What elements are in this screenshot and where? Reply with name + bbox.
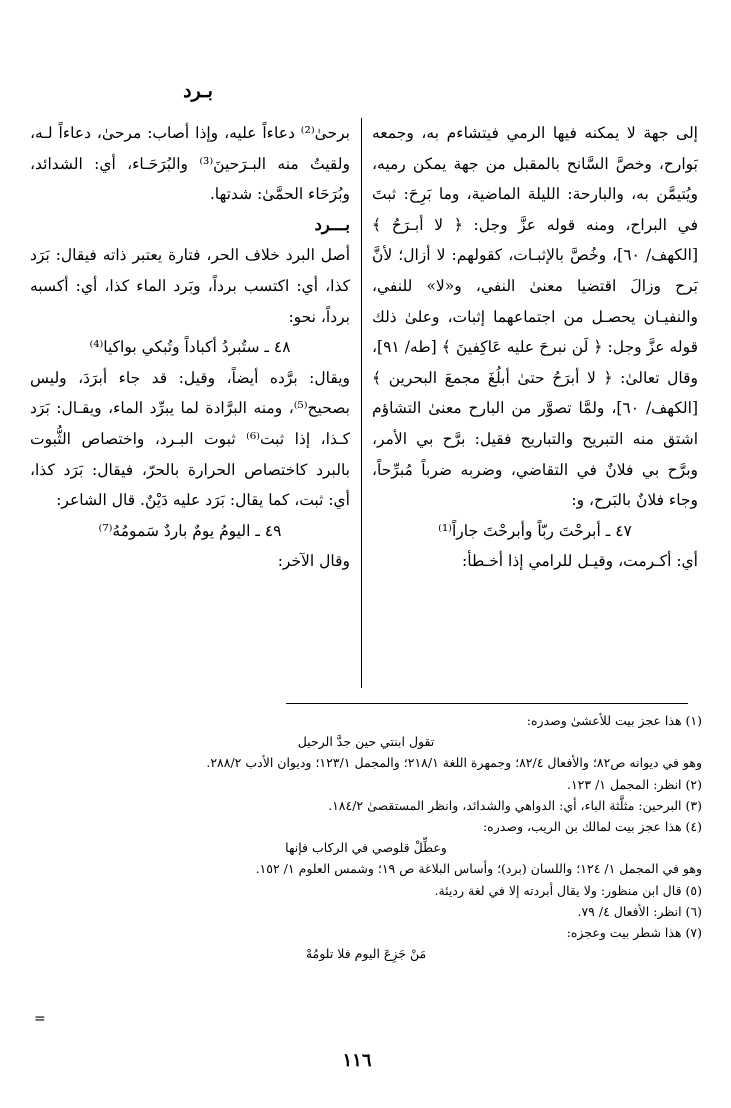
left-col-verse: ٤٩ ـ اليومُ يومٌ باردٌ سَمومُهُ⁽⁷⁾	[98, 521, 282, 540]
margin-mark: =	[34, 1011, 46, 1027]
left-col-paragraph: أصل البرد خلاف الحر، فتارة يعتبر ذاته فيقال: بَرَد كذا، أي: اكتسب برداً، وبَرد الماء كذا، أي: أكسبه برداً، نحو:	[30, 246, 350, 326]
page-number: ١١٦	[342, 1050, 372, 1071]
right-col-paragraph: أي: أكـرمت، وقيـل للرامي إذا أخـطأ:	[462, 552, 698, 571]
left-col-heading: بـــرد	[314, 214, 350, 234]
footnote: (٤) هذا عجز بيت لمالك بن الريب، وصدره:	[482, 819, 702, 835]
footnote: (٣) البرحين: مثلَّثة الباء، أي: الدواهي والشدائد، وانظر المستقصىٰ ١٨٤/٢.	[328, 797, 702, 813]
footnote-verse: تقول ابنتي حين جدَّ الرحيل	[297, 734, 435, 750]
footnote-separator	[286, 703, 688, 704]
footnote: (٥) قال ابن منظور: ولا يقال أبردته إلا في لغة رديئة.	[434, 882, 702, 898]
left-column	[30, 118, 350, 577]
running-head: بـرد	[183, 80, 213, 102]
footnote-verse: مَنْ جَزِعَ اليوم فلا تلومُهْ	[305, 946, 427, 962]
left-col-paragraph: وقال الآخر:	[277, 552, 350, 571]
footnote: وهو في ديوانه ص٨٢؛ والأفعال ٨٢/٤؛ وجمهرة اللغة ٢١٨/١؛ والمجمل ١٢٣/١؛ وديوان الأدب ٢٨٨/٢.	[206, 755, 702, 771]
footnote-verse: وعطِّلْ قلوصي في الركاب فإنها	[285, 840, 447, 856]
footnote: (٧) هذا شطر بيت وعجزه:	[566, 925, 702, 941]
right-col-verse: ٤٧ ـ أبرحْتَ ربّاً وأبرحْتَ جاراً⁽¹⁾	[438, 521, 632, 540]
left-col-verse: ٤٨ ـ ستُبردُ أكباداً وتُبكي بواكيا⁽⁴⁾	[89, 338, 291, 357]
footnote: (٢) انظر: المجمل ١/ ١٢٣.	[566, 776, 702, 792]
right-col-paragraph: إلى جهة لا يمكنه فيها الرمي فيتشاءم به، وجمعه بَوارح، وخصَّ السَّانح بالمقبل من جهة يمكن رميه، ويُتيمَّن به، والبارحة: الليلة الماضية، وما بَرِحَ: ثبتَ في البراح، ومنه قوله عزَّ وجل: ﴿ لا أبـرَحُ ﴾ [الكهف/ ٦٠]، وخُصَّ بالإثبـات، كقولهم: لا أزال؛ لأنَّ بَرح وزالَ اقتضيا معنىٰ النفي، و«لا» للنفي، والنفيـان يحصـل من اجتماعهما إثبات، وعلىٰ ذلك قوله عزَّ وجل: ﴿ لَن نبرحَ عليه عَاكِفينَ ﴾ [طه/ ٩١]، وقال تعالىٰ: ﴿ لا أبرَحُ حتىٰ أبلُغَ مجمعَ البحرين ﴾ [الكهف/ ٦٠]، ولمَّا تصوَّر من البارح معنىٰ التشاؤم اشتق منه التبريح والتباريح فقيل: برَّح بي الأمر، وبرَّح بي فلانٌ في التقاضي، وضربه ضرباً مُبرِّحاً، وجاء فلانٌ بالبَرح، و:	[372, 124, 698, 510]
footnote: (١) هذا عجز بيت للأعشىٰ وصدره:	[526, 713, 702, 728]
left-col-paragraph: برحىٰ⁽²⁾ دعاءاً عليه، وإذا أصاب: مرحىٰ، دعاءاً لـه، ولقيتُ منه البـرَحينَ⁽³⁾ والبُرَحَـاء، أي: الشدائد، وبُرَحَاء الحمَّىٰ: شدتها.	[30, 124, 350, 204]
footnotes	[30, 710, 702, 964]
footnote: وهو في المجمل ١/ ١٢٤؛ واللسان (برد)؛ وأساس البلاغة ص ١٩؛ وشمس العلوم ١/ ١٥٢.	[255, 861, 702, 877]
left-col-paragraph: ويقال: برَّده أيضاً، وقيل: قد جاء أبرَدَ، وليس بصحيح⁽⁵⁾، ومنه البرَّادة لما يبرِّد الماء، ويقـال: بَرَد كـذا، إذا ثبت⁽⁶⁾ ثبوت البـرد، واختصاص الثُّبوت بالبرد كاختصاص الحرارة بالحرّ، فيقال: بَرَد كذا، أي: ثبت، كما يقال: بَرَد عليه دَيْنٌ. قال الشاعر:	[30, 368, 350, 510]
column-divider	[361, 118, 362, 688]
right-column	[372, 118, 698, 577]
footnote: (٦) انظر: الأفعال ٤/ ٧٩.	[577, 903, 702, 919]
